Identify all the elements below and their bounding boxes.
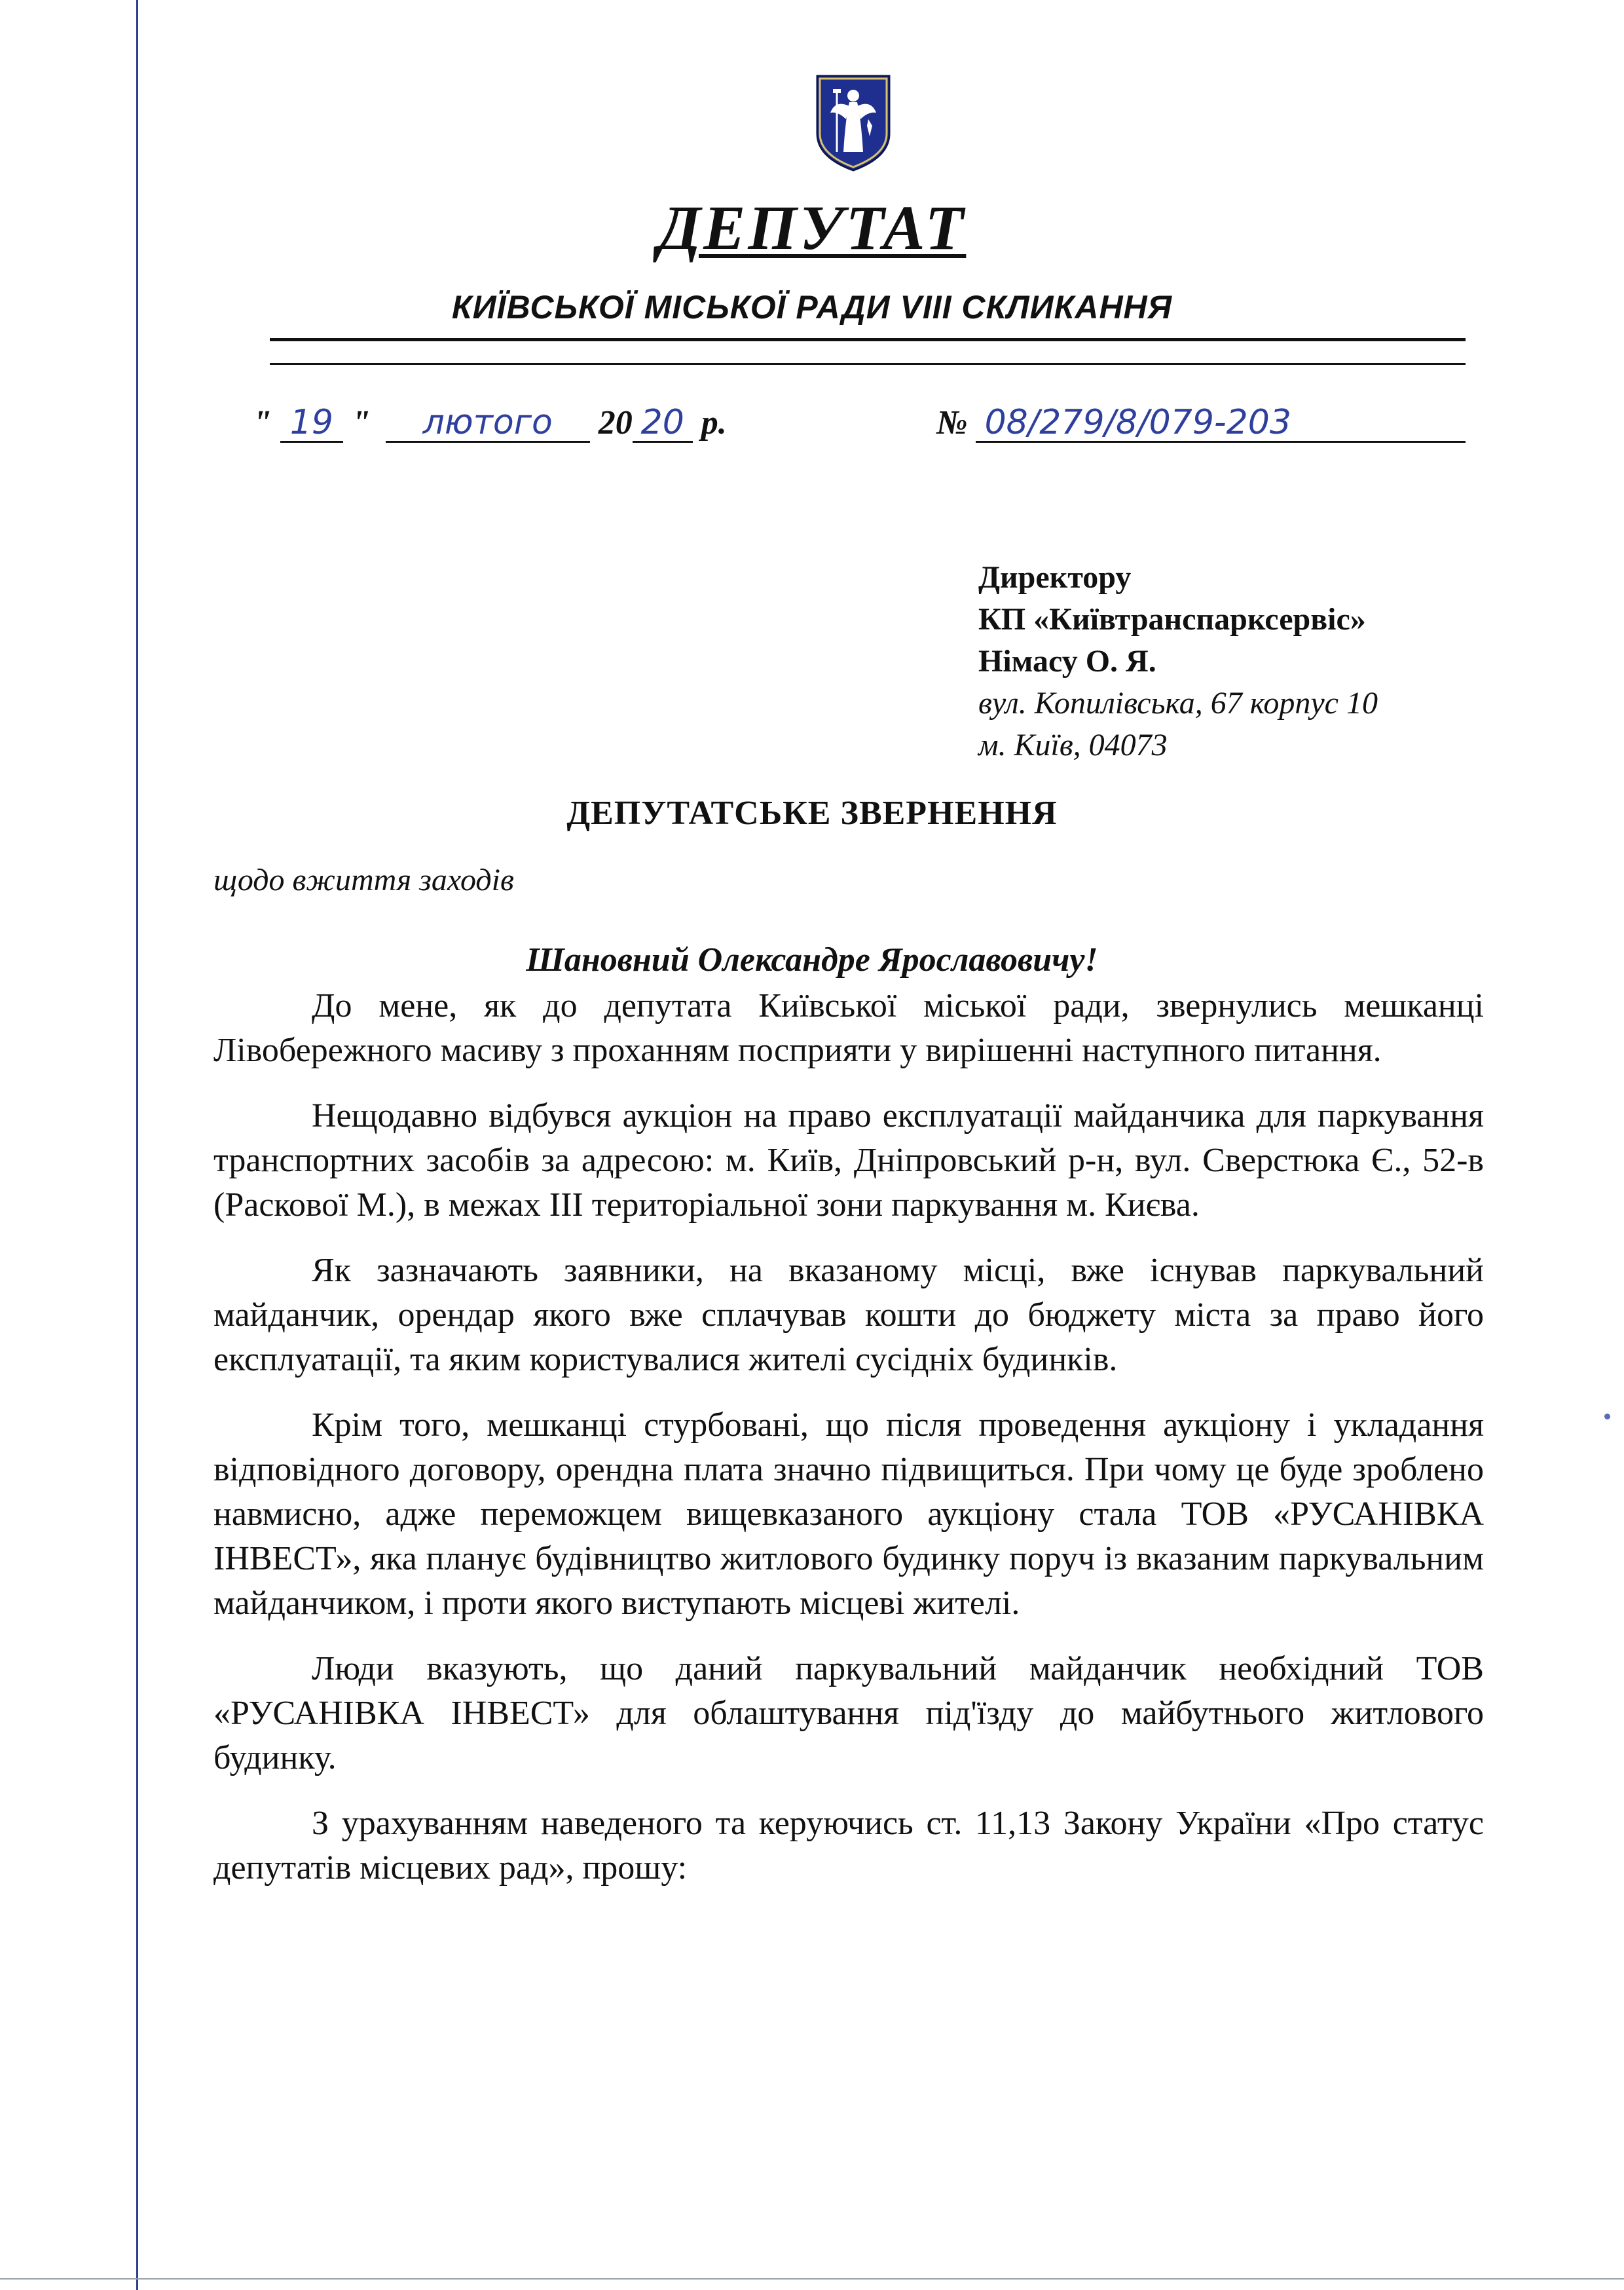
date-year-handwritten: 20 (633, 405, 693, 443)
letterhead-rule-thick (270, 338, 1466, 341)
body-paragraph-5: Люди вказують, що даний паркувальний майданчик необхідний ТОВ «РУСАНІВКА ІНВЕСТ» для облаштування під'їзду до майбутнього житлового будинку. (213, 1650, 1484, 1776)
date-year-prefix: 20 (598, 404, 633, 441)
appeal-greeting: Шановний Олександре Ярославовичу! (526, 941, 1098, 979)
recipient-address-street: вул. Копилівська, 67 корпус 10 (978, 686, 1378, 721)
body-paragraph-4: Крім того, мешканці стурбовані, що після проведення аукціону і укладання відповідного договору, орендна плата значно підвищиться. При чому це буде зроблено навмисно, адже переможцем вищевказаного аукціону стала ТОВ «РУСАНІВКА ІНВЕСТ», яка планує будівництво житлового будинку поруч із вказаним паркувальним майданчиком, і проти якого виступають місцеві жителі. (213, 1406, 1484, 1622)
recipient-name: Німасу О. Я. (978, 644, 1156, 679)
body-paragraph-6: З урахуванням наведеного та керуючись ст. 11,13 Закону України «Про статус депутатів місцевих рад», прошу: (213, 1805, 1484, 1886)
page-bottom-edge (0, 2278, 1624, 2280)
body-paragraph-3: Як зазначають заявники, на вказаному місці, вже існував паркувальний майданчик, орендар якого вже сплачував кошти до бюджету міста за право його експлуатації, та яким користувалися жителі сусідніх будинків. (213, 1252, 1484, 1378)
appeal-subject: щодо вжиття заходів (213, 863, 514, 897)
recipient-organization: КП «Київтранспарксервіс» (978, 602, 1366, 637)
letterhead-subtitle: КИЇВСЬКОЇ МІСЬКОЇ РАДИ VIII СКЛИКАННЯ (451, 289, 1173, 326)
body-paragraph-1: До мене, як до депутата Київської міської ради, звернулись мешканці Лівобережного масиву з проханням посприяти у вирішенні наступного питання. (213, 987, 1484, 1069)
recipient-position: Директору (978, 560, 1132, 595)
recipient-address-city: м. Київ, 04073 (978, 728, 1168, 762)
letterhead-title: ДЕПУТАТ (657, 193, 967, 263)
number-value-handwritten: 08/279/8/079-203 (976, 405, 1466, 443)
letter-date (253, 404, 727, 443)
letter-body (213, 984, 1484, 1911)
appeal-heading: ДЕПУТАТСЬКЕ ЗВЕРНЕННЯ (566, 795, 1058, 832)
number-label: № (936, 404, 968, 441)
kyiv-coat-of-arms-icon (815, 73, 892, 172)
date-close-quote: " (351, 404, 371, 441)
date-open-quote: " (253, 404, 272, 441)
date-suffix: р. (701, 404, 727, 441)
letterhead-rule-thin (270, 363, 1466, 365)
date-day-handwritten: 19 (280, 405, 343, 443)
body-paragraph-2: Нещодавно відбувся аукціон на право експлуатації майданчика для паркування транспортних засобів за адресою: м. Київ, Дніпровський р-н, вул. Сверстюка Є., 52-в (Раскової М.), в межах ІІІ територіальної зони паркування м. Києва. (213, 1097, 1484, 1224)
letter-number (936, 404, 1466, 443)
scan-ink-dot (1604, 1414, 1610, 1419)
date-month-handwritten: лютого (386, 405, 590, 443)
page-margin-line (136, 0, 138, 2290)
recipient-block (978, 557, 1378, 766)
